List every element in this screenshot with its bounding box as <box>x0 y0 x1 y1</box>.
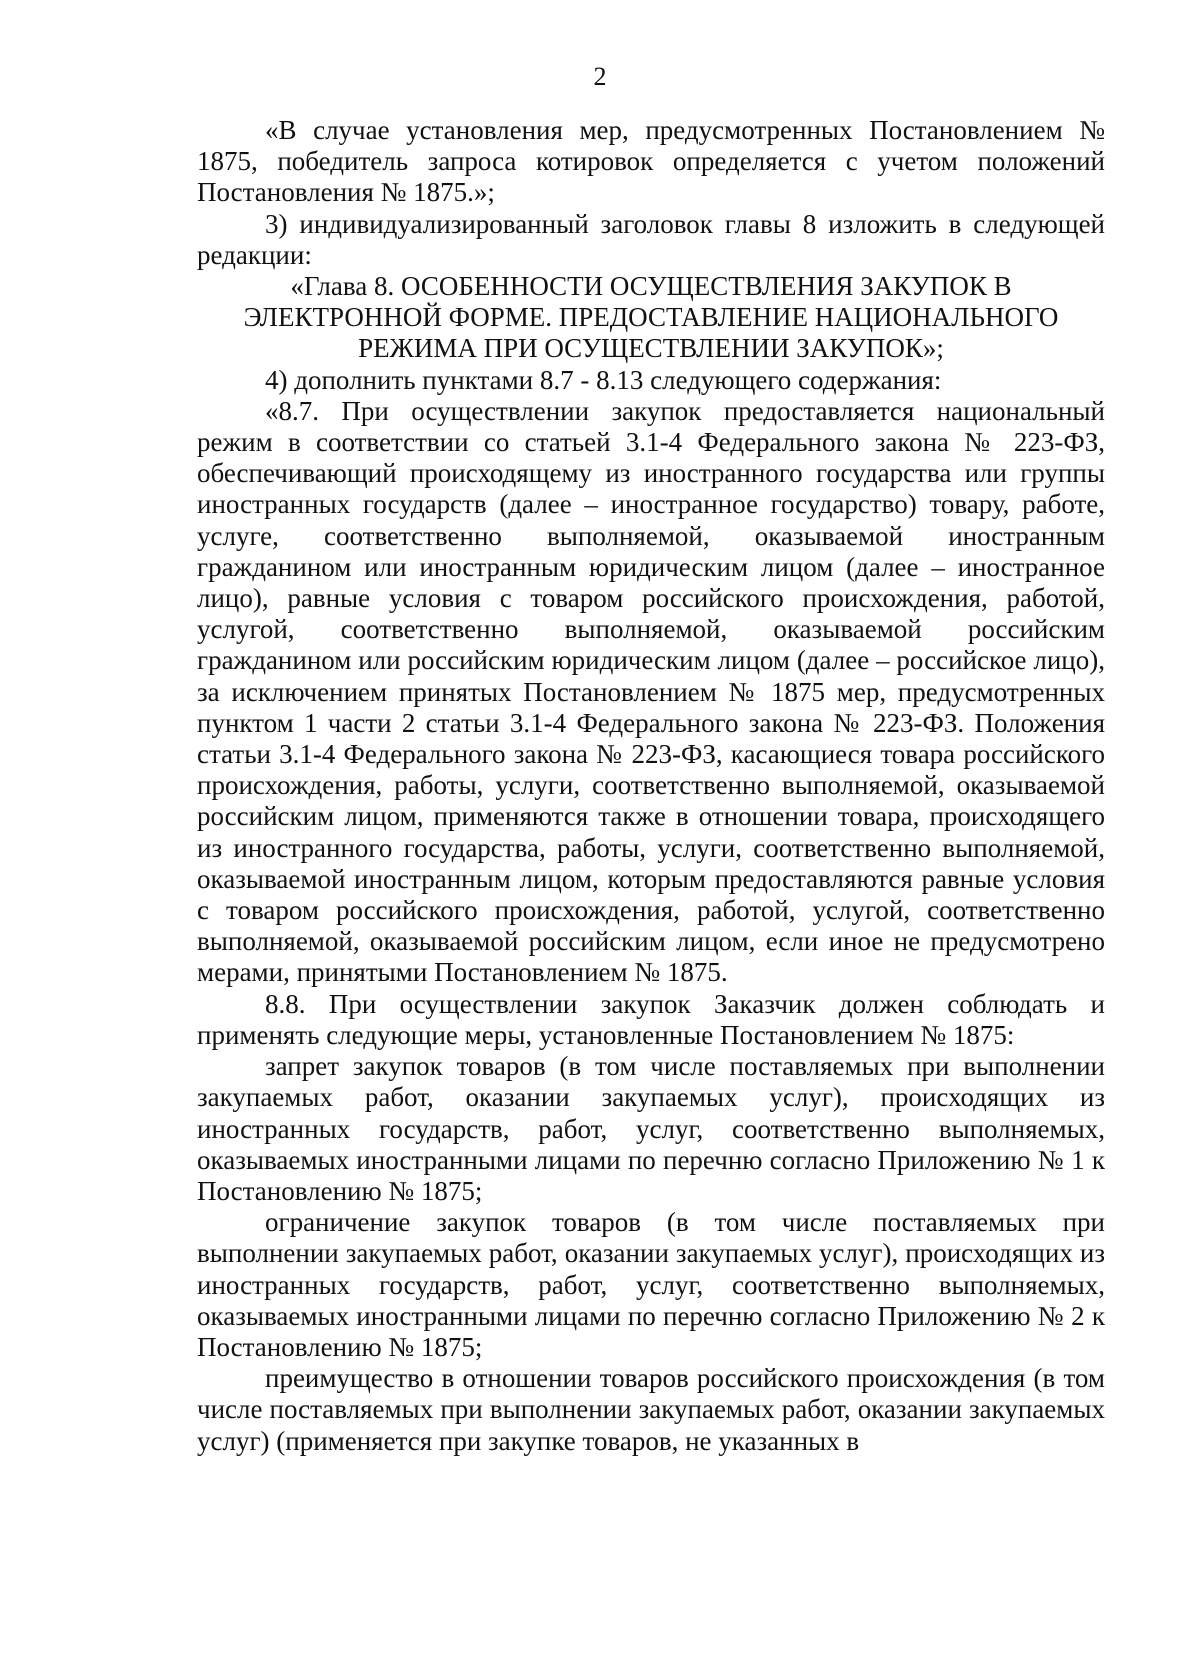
paragraph-restriction: ограничение закупок товаров (в том числе поставляемых при выполнении закупаемых работ, оказании закупаемых услуг), происходящих из иностранных государств, работ, услуг, соответственно выполняемых, оказываемых иностранными лицами по перечню согласно Приложению № 2 к Постановлению № 1875; <box>197 1207 1105 1362</box>
chapter-heading-line: РЕЖИМА ПРИ ОСУЩЕСТВЛЕНИИ ЗАКУПОК»; <box>358 333 944 364</box>
paragraph-preference: преимущество в отношении товаров российского происхождения (в том числе поставляемых при выполнении закупаемых работ, оказании закупаемых услуг) (применяется при закупке товаров, не указанных в <box>197 1363 1105 1456</box>
page-number: 2 <box>593 62 607 91</box>
chapter-heading-line: ЭЛЕКТРОННОЙ ФОРМЕ. ПРЕДОСТАВЛЕНИЕ НАЦИОНАЛЬНОГО <box>243 302 1059 333</box>
paragraph-prohibition: запрет закупок товаров (в том числе поставляемых при выполнении закупаемых работ, оказании закупаемых услуг), происходящих из иностранных государств, работ, услуг, соответственно выполняемых, оказываемых иностранными лицами по перечню согласно Приложению № 1 к Постановлению № 1875; <box>197 1051 1105 1206</box>
document-body <box>197 115 1105 1457</box>
paragraph-quote-victory: «В случае установления мер, предусмотренных Постановлением № 1875, победитель запроса котировок определяется с учетом положений Постановления № 1875.»; <box>197 115 1105 208</box>
paragraph-item-4: 4) дополнить пунктами 8.7 - 8.13 следующего содержания: <box>265 364 942 395</box>
chapter-heading <box>197 271 1105 365</box>
paragraph-8-7: «8.7. При осуществлении закупок предоставляется национальный режим в соответствии со статьей 3.1-4 Федерального закона № 223-ФЗ, обеспечивающий происходящему из иностранного государства или группы иностранных государств (далее – иностранное государство) товару, работе, услуге, соответственно выполняемой, оказываемой иностранным гражданином или иностранным юридическим лицом (далее – иностранное лицо), равные условия с товаром российского происхождения, работой, услугой, соответственно выполняемой, оказываемой российским гражданином или российским юридическим лицом (далее – российское лицо), за исключением принятых Постановлением № 1875 мер, предусмотренных пунктом 1 части 2 статьи 3.1-4 Федерального закона № 223-ФЗ. Положения статьи 3.1-4 Федерального закона № 223-ФЗ, касающиеся товара российского происхождения, работы, услуги, соответственно выполняемой, оказываемой российским лицом, применяются также в отношении товара, происходящего из иностранного государства, работы, услуги, соответственно выполняемой, оказываемой иностранным лицом, которым предоставляются равные условия с товаром российского происхождения, работой, услугой, соответственно выполняемой, оказываемой российским лицом, если иное не предусмотрено мерами, принятыми Постановлением № 1875. <box>197 395 1105 988</box>
paragraph-8-8: 8.8. При осуществлении закупок Заказчик должен соблюдать и применять следующие меры, установленные Постановлением № 1875: <box>197 988 1105 1050</box>
paragraph-item-3: 3) индивидуализированный заголовок главы 8 изложить в следующей редакции: <box>197 208 1105 270</box>
chapter-heading-line: «Глава 8. ОСОБЕННОСТИ ОСУЩЕСТВЛЕНИЯ ЗАКУПОК В <box>290 271 1012 302</box>
